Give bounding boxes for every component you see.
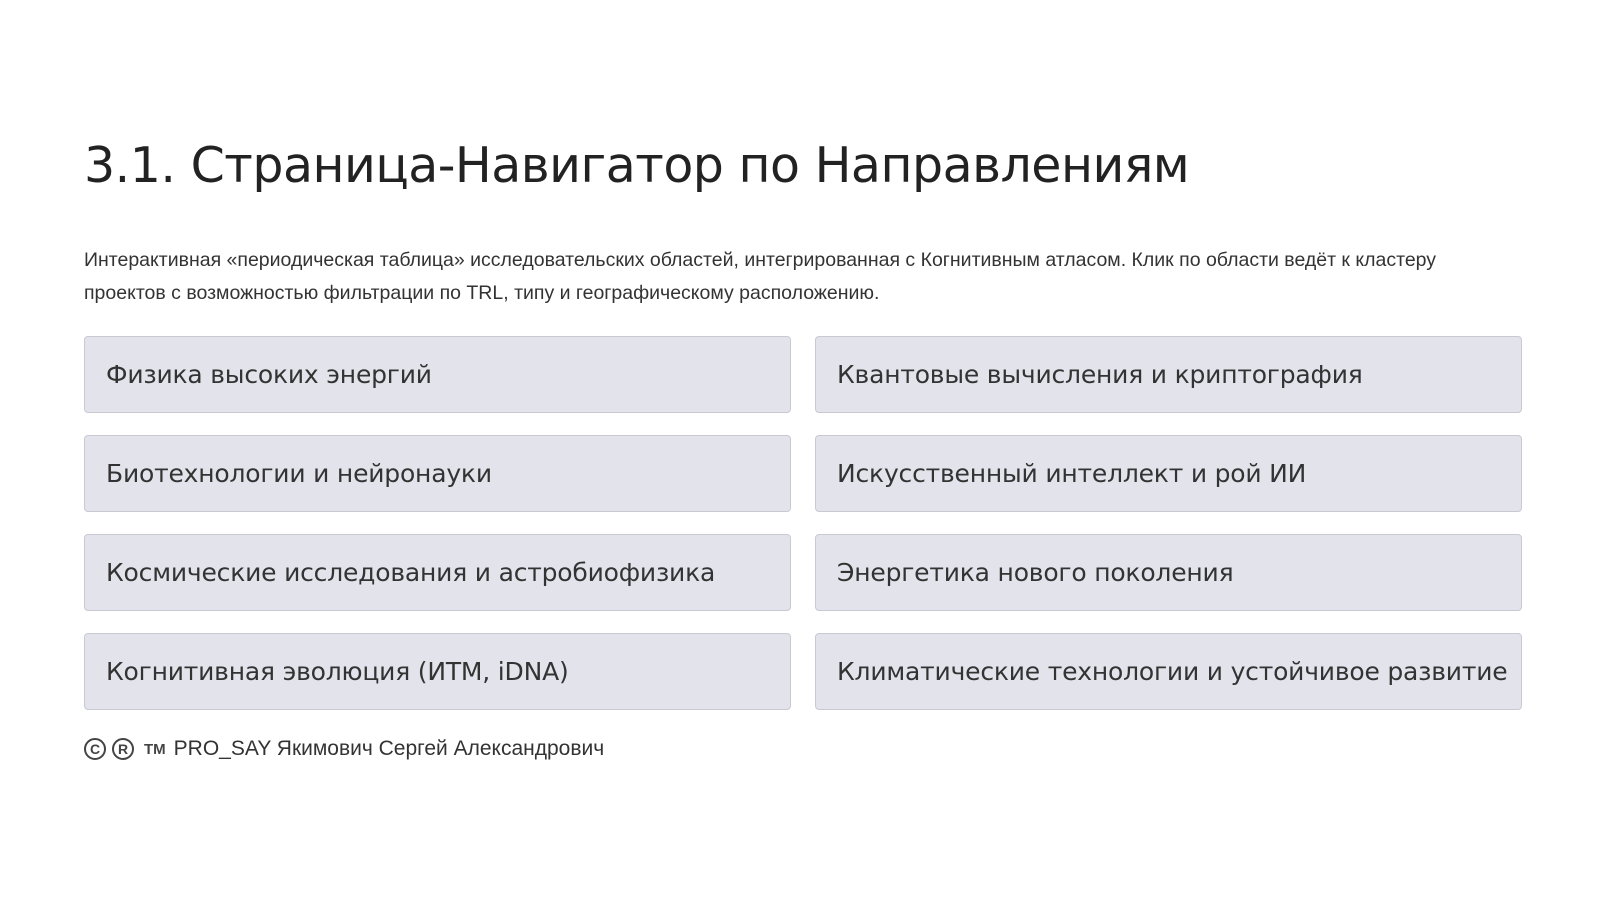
area-card-space-research[interactable] xyxy=(84,534,791,611)
area-card-biotech-neuroscience[interactable] xyxy=(84,435,791,512)
area-card-label: Космические исследования и астробиофизика xyxy=(106,558,716,587)
registered-icon: R xyxy=(112,738,134,760)
area-card-label: Искусственный интеллект и рой ИИ xyxy=(837,459,1307,488)
research-areas-grid xyxy=(84,336,1522,710)
copyright-footer xyxy=(84,737,604,761)
page-title: 3.1. Страница-Навигатор по Направлениям xyxy=(84,137,1190,194)
area-card-climate-tech[interactable] xyxy=(815,633,1522,710)
area-card-cognitive-evolution[interactable] xyxy=(84,633,791,710)
area-card-quantum-computing[interactable] xyxy=(815,336,1522,413)
area-card-label: Физика высоких энергий xyxy=(106,360,432,389)
area-card-label: Энергетика нового поколения xyxy=(837,558,1234,587)
copyright-icon: C xyxy=(84,738,106,760)
footer-text: PRO_SAY Якимович Сергей Александрович xyxy=(173,737,605,760)
page-description: Интерактивная «периодическая таблица» исследовательских областей, интегрированная с Когнитивным атласом. Клик по области ведёт к кластеру проектов с возможностью фильтрации по TRL, типу и географическому расположению. xyxy=(84,249,1437,304)
area-card-next-gen-energy[interactable] xyxy=(815,534,1522,611)
area-card-high-energy-physics[interactable] xyxy=(84,336,791,413)
area-card-label: Климатические технологии и устойчивое развитие xyxy=(837,657,1508,686)
trademark-icon: TM xyxy=(144,740,166,758)
area-card-label: Когнитивная эволюция (ИТМ, iDNA) xyxy=(106,657,569,686)
area-card-ai-swarm[interactable] xyxy=(815,435,1522,512)
slide xyxy=(84,0,1522,902)
area-card-label: Биотехнологии и нейронауки xyxy=(106,459,492,488)
area-card-label: Квантовые вычисления и криптография xyxy=(837,360,1363,389)
